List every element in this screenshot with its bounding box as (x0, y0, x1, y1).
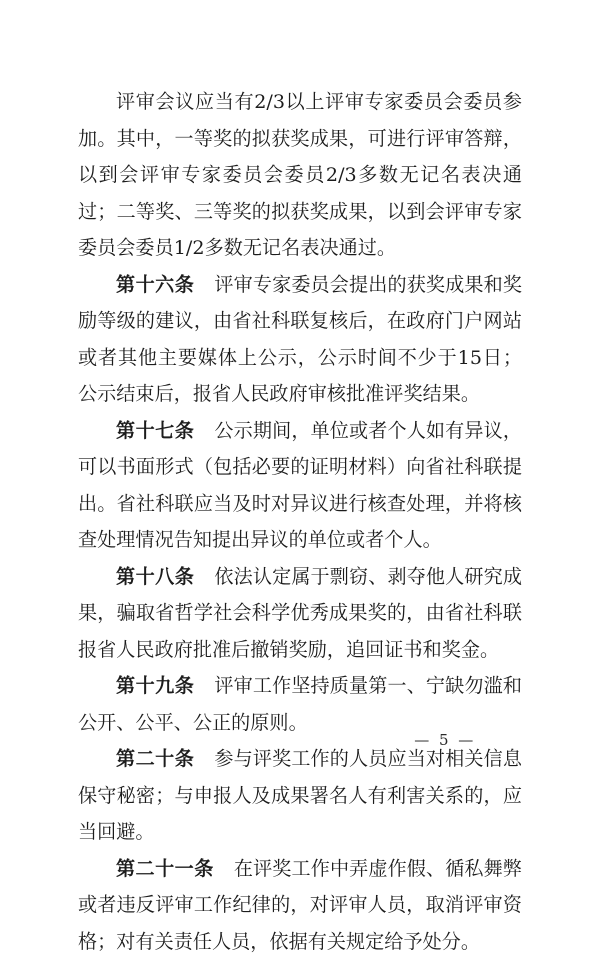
article-number-label: 第二十条 (116, 747, 194, 770)
paragraph-article-20 (78, 741, 522, 851)
paragraph-article-17 (78, 413, 522, 559)
article-number-label: 第十六条 (116, 273, 194, 296)
paragraph-text: 评审工作坚持质量第一、宁缺勿滥和公开、公平、公正的原则。 (78, 674, 522, 734)
paragraph-article-16 (78, 267, 522, 413)
document-text-body (78, 84, 522, 960)
paragraph-text: 公示期间，单位或者个人如有异议，可以书面形式（包括必要的证明材料）向省社科联提出。省社科联应当及时对异议进行核查处理，并将核查处理情况告知提出异议的单位或者个人。 (78, 419, 522, 552)
article-number-label: 第十七条 (116, 419, 194, 442)
page-number: — 5 — (414, 731, 476, 749)
page-footer (0, 730, 600, 749)
article-number-label: 第十八条 (116, 565, 194, 588)
paragraph-text: 参与评奖工作的人员应当对相关信息保守秘密；与申报人及成果署名人有利害关系的，应当回避。 (78, 747, 522, 843)
article-number-label: 第十九条 (116, 674, 194, 697)
article-number-label: 第二十一条 (116, 857, 214, 880)
paragraph-article-21 (78, 851, 522, 960)
paragraph-text: 在评奖工作中弄虚作假、循私舞弊或者违反评审工作纪律的，对评审人员，取消评审资格；对有关责任人员，依据有关规定给予处分。 (78, 857, 522, 953)
paragraph-continuation (78, 84, 522, 267)
paragraph-text: 评审会议应当有2/3以上评审专家委员会委员参加。其中，一等奖的拟获奖成果，可进行评审答辩，以到会评审专家委员会委员2/3多数无记名表决通过；二等奖、三等奖的拟获奖成果，以到会评审专家委员会委员1/2多数无记名表决通过。 (78, 90, 522, 259)
paragraph-text: 评审专家委员会提出的获奖成果和奖励等级的建议，由省社科联复核后，在政府门户网站或者其他主要媒体上公示，公示时间不少于15日；公示结束后，报省人民政府审核批准评奖结果。 (78, 273, 522, 406)
paragraph-text: 依法认定属于剽窃、剥夺他人研究成果，骗取省哲学社会科学优秀成果奖的，由省社科联报省人民政府批准后撤销奖励，追回证书和奖金。 (78, 565, 522, 661)
paragraph-article-18 (78, 559, 522, 669)
